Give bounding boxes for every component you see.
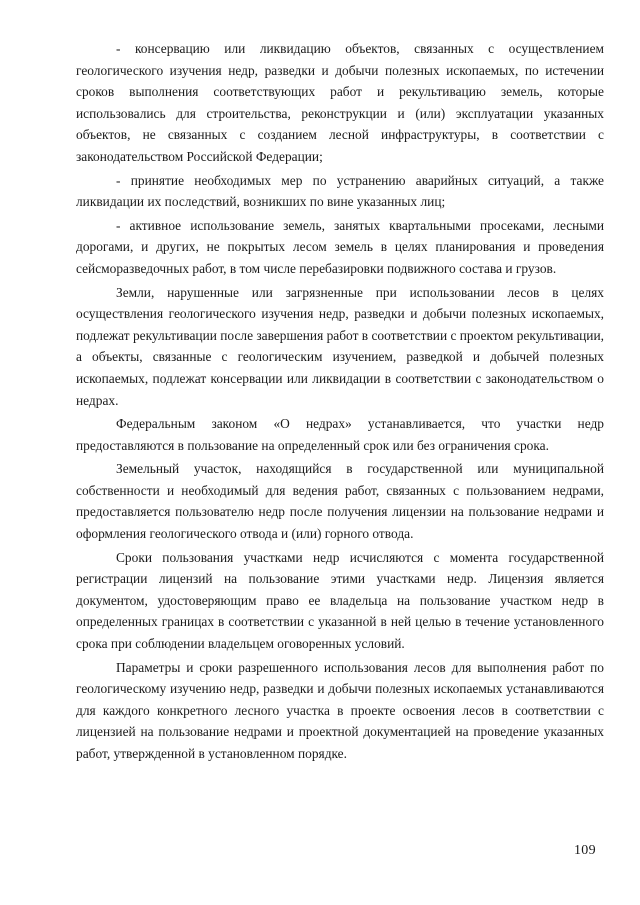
paragraph-emergency: - принятие необходимых мер по устранению аварийных ситуаций, а также ликвидации их последствий, возникших по вине указанных лиц; bbox=[76, 172, 604, 210]
paragraph-recultivation: Земли, нарушенные или загрязненные при использовании лесов в целях осуществления геологического изучения недр, разведки и добычи полезных ископаемых, подлежат рекультивации после завершения работ в соответствии с проектом рекультивации, а объекты, связанные с геологическим изучением, разведкой и добычей полезных ископаемых, подлежат консервации или ликвидации в соответствии с законодательством о недрах. bbox=[76, 284, 604, 408]
paragraph-license-terms: Сроки пользования участками недр исчисляются с момента государственной регистрации лицензий на пользование этими участками недр. Лицензия является документом, удостоверяющим право ее владельца на пользование участком недр в определенных границах в соответствии с указанной в ней целью в течение установленного срока при соблюдении владельцем оговоренных условий. bbox=[76, 549, 604, 652]
page-number: 109 bbox=[574, 843, 596, 858]
paragraph-land-use: - активное использование земель, занятых квартальными просеками, лесными дорогами, и других, не покрытых лесом земель в целях планирования и проведения сейсморазведочных работ, в том числе перебазировки подвижного состава и грузов. bbox=[76, 217, 604, 276]
paragraph-land-plot: Земельный участок, находящийся в государственной или муниципальной собственности и необходимый для ведения работ, связанных с пользованием недрами, предоставляется пользователю недр после получения лицензии на пользование недрами и оформления геологического отвода и (или) горного отвода. bbox=[76, 461, 604, 542]
paragraph-conservation: - консервацию или ликвидацию объектов, связанных с осуществлением геологического изучения недр, разведки и добычи полезных ископаемых, по истечении сроков выполнения соответствующих работ и рекультивацию земель, которые использовались для строительства, реконструкции и (или) эксплуатации указанных объектов, не связанных с созданием лесной инфраструктуры, в соответствии с законодательством Российской Федерации; bbox=[76, 41, 604, 164]
document-body bbox=[76, 38, 604, 765]
paragraph-subsoil-law: Федеральным законом «О недрах» устанавливается, что участки недр предоставляются в пользование на определенный срок или без ограничения срока. bbox=[76, 416, 604, 453]
paragraph-parameters: Параметры и сроки разрешенного использования лесов для выполнения работ по геологическому изучению недр, разведки и добычи полезных ископаемых устанавливаются для каждого конкретного лесного участка в проекте освоения лесов в соответствии с лицензией на пользование недрами и проектной документацией на проведение указанных работ, утвержденной в установленном порядке. bbox=[76, 659, 604, 761]
